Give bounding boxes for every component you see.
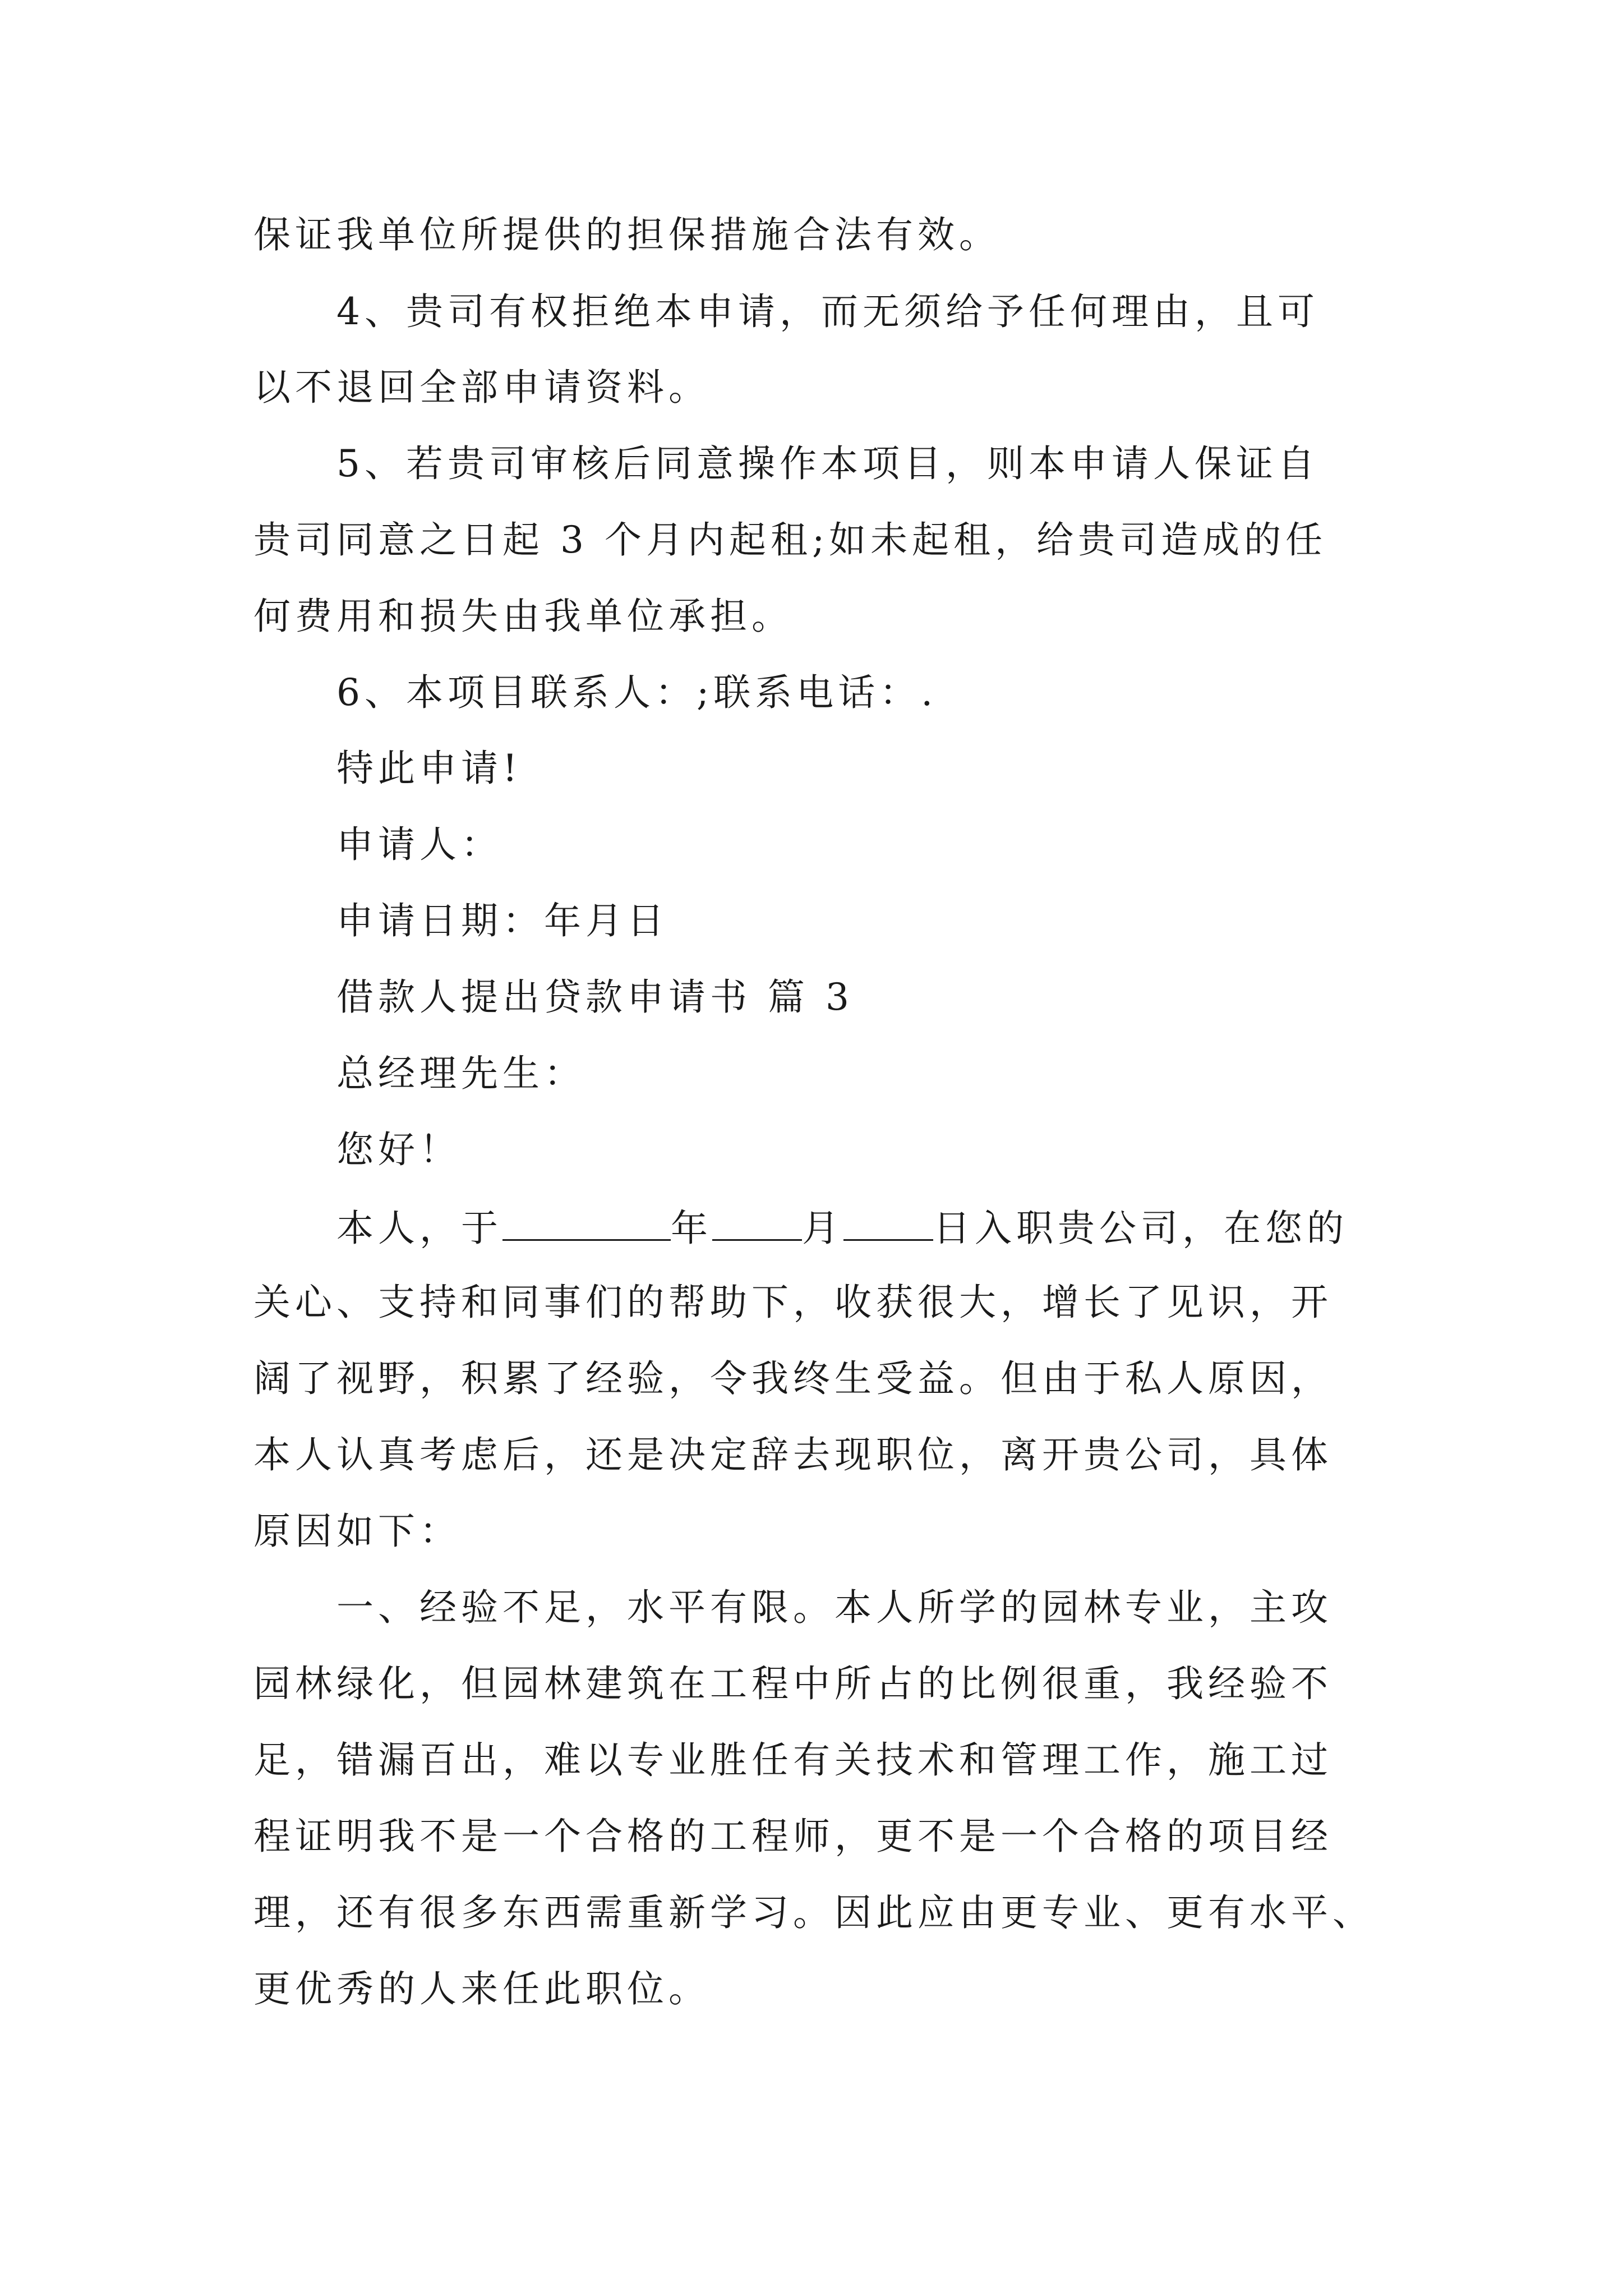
paragraph-line: 保证我单位所提供的担保措施合法有效。 (253, 213, 1000, 256)
paragraph-line: 园林绿化，但园林建筑在工程中所占的比例很重，我经验不 (253, 1662, 1332, 1705)
month-label: 月 (802, 1207, 843, 1250)
paragraph-line: 程证明我不是一个合格的工程师，更不是一个合格的项目经 (253, 1815, 1332, 1858)
paragraph-line: 以不退回全部申请资料。 (253, 366, 710, 409)
applicant-line: 申请人： (336, 823, 502, 866)
contact-line: 6、本项目联系人：;联系电话：. (336, 671, 938, 714)
employment-suffix: 日入职贵公司，在您的 (933, 1207, 1348, 1250)
closing-line: 特此申请! (336, 747, 522, 790)
paragraph-line: 何费用和损失由我单位承担。 (253, 595, 793, 638)
paragraph-line: 本人认真考虑后，还是决定辞去现职位，离开贵公司，具体 (253, 1433, 1332, 1476)
month-blank (712, 1208, 802, 1241)
section-heading: 借款人提出贷款申请书 篇 3 (336, 976, 854, 1019)
paragraph-line: 贵司同意之日起 3 个月内起租;如未起租，给贵司造成的任 (253, 518, 1327, 562)
paragraph-line: 足，错漏百出，难以专业胜任有关技术和管理工作，施工过 (253, 1738, 1332, 1782)
paragraph-line: 原因如下： (253, 1510, 461, 1553)
greeting: 您好！ (336, 1128, 461, 1171)
employment-prefix: 本人，于 (336, 1207, 502, 1250)
paragraph-line: 关心、支持和同事们的帮助下，收获很大，增长了见识，开 (253, 1281, 1332, 1324)
paragraph-line: 阔了视野，积累了经验，令我终生受益。但由于私人原因， (253, 1357, 1332, 1400)
salutation: 总经理先生： (336, 1052, 585, 1095)
year-blank (502, 1208, 671, 1241)
paragraph-line: 更优秀的人来任此职位。 (253, 1967, 710, 2010)
year-label: 年 (671, 1207, 712, 1250)
paragraph-line: 5、若贵司审核后同意操作本项目，则本申请人保证自 (336, 442, 1319, 485)
date-line: 申请日期：年月日 (336, 899, 668, 942)
paragraph-line: 一、经验不足，水平有限。本人所学的园林专业，主攻 (336, 1586, 1332, 1629)
paragraph-line: 理，还有很多东西需重新学习。因此应由更专业、更有水平、 (253, 1891, 1374, 1934)
employment-line (336, 1208, 1348, 1253)
day-blank (843, 1208, 933, 1241)
paragraph-line: 4、贵司有权拒绝本申请，而无须给予任何理由，且可 (336, 290, 1319, 333)
